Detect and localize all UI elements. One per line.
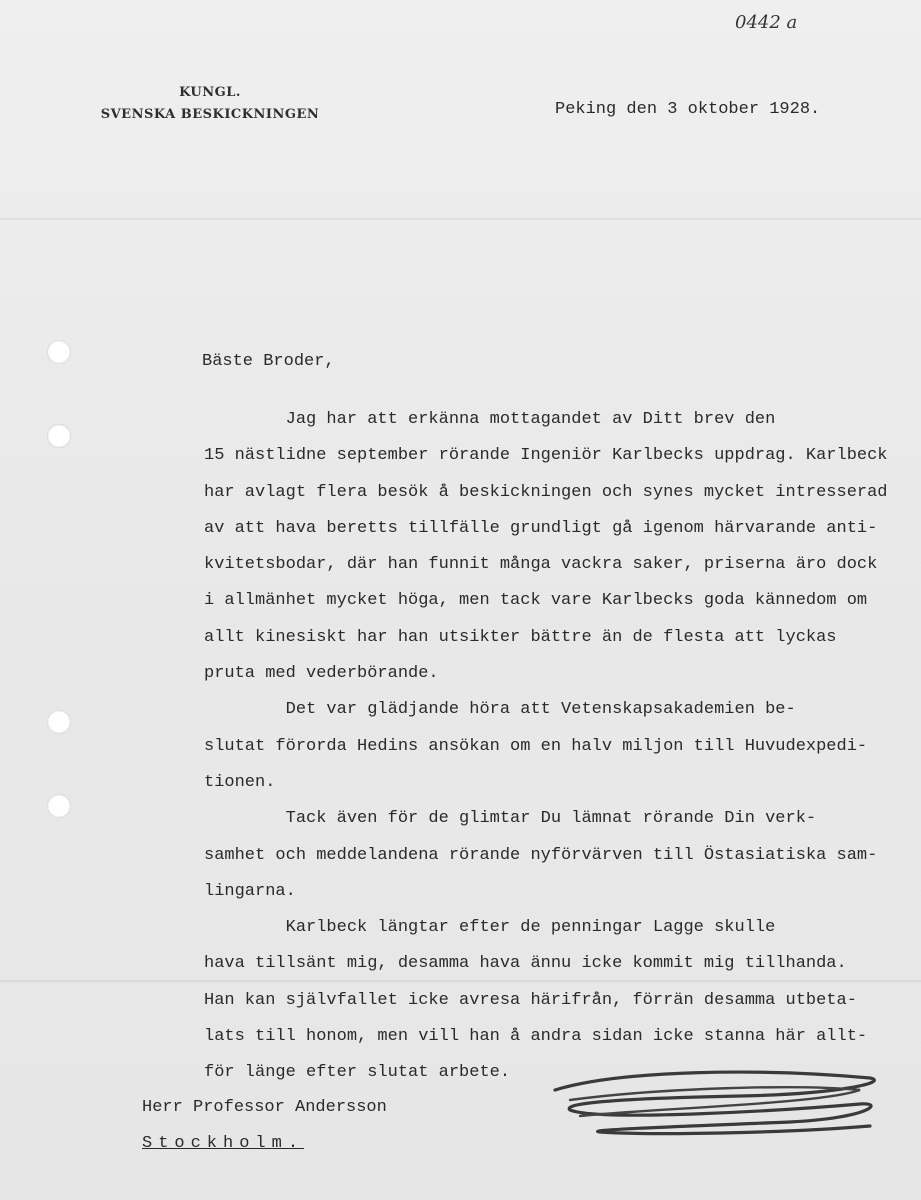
body-line: Karlbeck längtar efter de penningar Lagge skulle — [204, 918, 776, 938]
body-line: i allmänhet mycket höga, men tack vare Karlbecks goda kännedom om — [204, 591, 868, 611]
punch-hole — [47, 794, 71, 818]
letterhead-line-1: KUNGL. — [179, 85, 241, 100]
body-line: lats till honom, men vill han å andra sidan icke stanna här allt- — [204, 1027, 868, 1047]
body-line: kvitetsbodar, där han funnit många vackra saker, priserna äro dock — [204, 555, 878, 575]
punch-hole — [47, 424, 71, 448]
body-line: Jag har att erkänna mottagandet av Ditt brev den — [204, 410, 776, 429]
body-line: allt kinesiskt har han utsikter bättre än de flesta att lyckas — [204, 627, 837, 647]
greeting: Bäste Broder, — [202, 352, 335, 371]
body-line: slutat förorda Hedins ansökan om en halv miljon till Huvudexpedi- — [204, 736, 868, 756]
body-line: för länge efter slutat arbete. — [204, 1063, 511, 1083]
body-line: samhet och meddelandena rörande nyförvärven till Östasiatiska sam- — [204, 845, 878, 865]
body-line: tionen. — [204, 772, 276, 792]
punch-hole — [47, 710, 71, 734]
paper-fold — [0, 218, 921, 220]
body-line: Tack även för de glimtar Du lämnat rörande Din verk- — [204, 809, 817, 829]
addressee-city: Stockholm. — [142, 1134, 305, 1153]
body-line: pruta med vederbörande. — [204, 664, 439, 684]
letterhead-line-2: SVENSKA BESKICKNINGEN — [100, 107, 320, 122]
punch-hole — [47, 340, 71, 364]
body-line: har avlagt flera besök å beskickningen och synes mycket intresserad — [204, 482, 888, 502]
body-line: hava tillsänt mig, desamma hava ännu icke kommit mig tillhanda. — [204, 954, 847, 974]
body-line: lingarna. — [204, 881, 296, 901]
archive-number: 0442 a — [735, 12, 798, 33]
body-line: Han kan självfallet icke avresa härifrån, förrän desamma utbeta- — [204, 990, 857, 1010]
addressee-block — [142, 1090, 387, 1162]
addressee-name: Herr Professor Andersson — [142, 1098, 387, 1117]
body-line: av att hava beretts tillfälle grundligt gå igenom härvarande anti- — [204, 518, 878, 538]
body-line: Det var glädjande höra att Vetenskapsakademien be- — [204, 700, 796, 720]
letter-body — [204, 410, 904, 1100]
signature-scribble — [540, 1060, 900, 1140]
letterhead — [75, 82, 345, 126]
dateline: Peking den 3 oktober 1928. — [555, 100, 821, 119]
body-line: 15 nästlidne september rörande Ingeniör Karlbecks uppdrag. Karlbeck — [204, 446, 888, 466]
